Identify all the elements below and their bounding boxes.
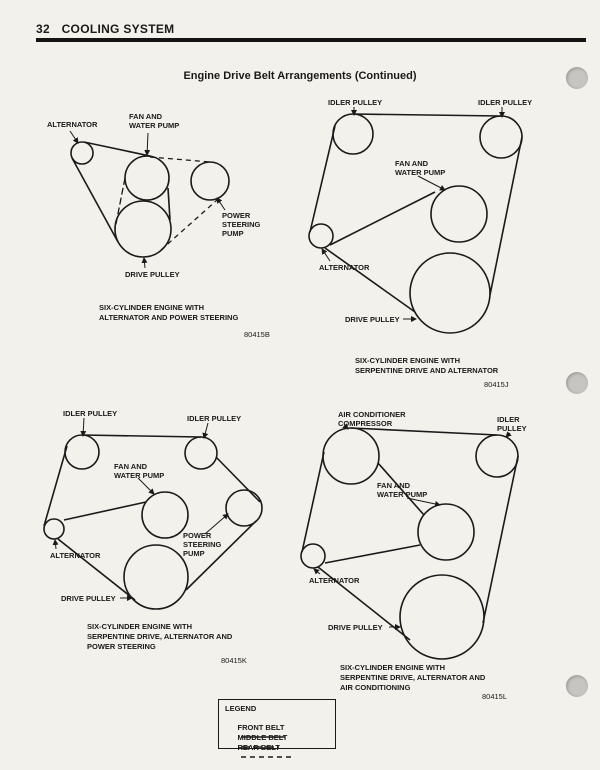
d4-idler-pulley (476, 435, 518, 477)
legend-rear-label: REAR BELT (237, 743, 280, 752)
d2-drive-pulley (410, 253, 490, 333)
d1-label-drive-pulley: DRIVE PULLEY (125, 270, 180, 279)
d1-leader-alternator (70, 131, 78, 143)
d4-belt-inner-b (325, 545, 420, 563)
legend-box (218, 699, 336, 752)
d4-belt-left (302, 452, 324, 552)
d4-label-idler: IDLER PULLEY (497, 415, 527, 433)
d4-ac-compressor-pulley (323, 428, 379, 484)
d3-label-power-steering: POWER STEERING PUMP (183, 531, 222, 558)
legend-middle-label: MIDDLE BELT (237, 733, 288, 742)
legend-title: LEGEND (225, 704, 257, 713)
d2-belt-lower (325, 248, 415, 312)
d4-label-fan-pump: FAN AND WATER PUMP (377, 481, 428, 499)
d3-belt-top (82, 435, 201, 437)
section-title: COOLING SYSTEM (61, 22, 175, 36)
d2-label-fan-pump: FAN AND WATER PUMP (395, 159, 446, 177)
d1-front-belt-left (72, 158, 118, 242)
d4-leader-idler (506, 433, 510, 437)
diagram-2-drawing (309, 114, 522, 333)
d2-fan-pump-pulley (431, 186, 487, 242)
d3-belt-left (44, 446, 67, 526)
d4-belt-right (483, 456, 518, 623)
d3-label-alternator: ALTERNATOR (50, 551, 101, 560)
d2-alternator-pulley (309, 224, 333, 248)
d3-label-fan-pump: FAN AND WATER PUMP (114, 462, 165, 480)
d2-leader-fan-pump (418, 176, 445, 190)
d3-power-steering-pulley (226, 490, 262, 526)
d3-figure-code: 80415K (221, 656, 247, 665)
legend-front-label: FRONT BELT (237, 723, 285, 732)
d4-belt-top (351, 428, 497, 435)
d3-label-idler-right: IDLER PULLEY (187, 414, 242, 423)
legend-rear-swatch (241, 754, 291, 760)
d4-drive-pulley (400, 575, 484, 659)
d1-leader-power-steering (217, 198, 225, 210)
d2-idler-right-pulley (480, 116, 522, 158)
d1-label-alternator: ALTERNATOR (47, 120, 98, 129)
d1-front-belt-top (84, 142, 150, 156)
d1-label-power-steering: POWER STEERING PUMP (222, 211, 261, 238)
d3-belt-ps-top (216, 457, 260, 502)
d1-front-belt-right (168, 188, 170, 220)
d3-fan-pump-pulley (142, 492, 188, 538)
d2-caption: SIX-CYLINDER ENGINE WITH SERPENTINE DRIVE AND ALTERNATOR (355, 356, 499, 375)
d2-belt-left (310, 126, 335, 232)
d1-caption: SIX-CYLINDER ENGINE WITH ALTERNATOR AND POWER STEERING (99, 303, 239, 322)
d4-fan-pump-pulley (418, 504, 474, 560)
d1-fan-pump-pulley (125, 156, 169, 200)
d3-label-drive-pulley: DRIVE PULLEY (61, 594, 116, 603)
d1-figure-code: 80415B (244, 330, 270, 339)
diagram-1-drawing (71, 142, 229, 257)
d2-belt-top (353, 114, 501, 116)
d3-idler-right-pulley (185, 437, 217, 469)
d4-label-alternator: ALTERNATOR (309, 576, 360, 585)
d1-middle-belt-left (115, 178, 125, 229)
d2-belt-right (490, 137, 522, 295)
d3-belt-lower (58, 539, 135, 600)
d2-label-drive-pulley: DRIVE PULLEY (345, 315, 400, 324)
d2-label-idler-right: IDLER PULLEY (478, 98, 533, 107)
d4-figure-code: 80415L (482, 692, 508, 701)
d2-idler-left-pulley (333, 114, 373, 154)
d1-rear-belt-bottom (161, 192, 226, 250)
page-title: Engine Drive Belt Arrangements (Continued) (183, 70, 417, 82)
d3-leader-alternator (55, 540, 56, 549)
d1-leader-fan-pump (147, 133, 148, 155)
d4-leader-alternator (314, 569, 320, 574)
d3-belt-inner (64, 502, 146, 520)
d4-label-drive-pulley: DRIVE PULLEY (328, 623, 383, 632)
d3-idler-left-pulley (65, 435, 99, 469)
d1-leader-drive-pulley (144, 258, 145, 268)
d4-label-ac-compressor: AIR CONDITIONER COMPRESSOR (338, 410, 406, 428)
d4-caption: SIX-CYLINDER ENGINE WITH SERPENTINE DRIVE, ALTERNATOR AND AIR CONDITIONING (340, 663, 486, 692)
d3-alternator-pulley (44, 519, 64, 539)
legend-rear (225, 734, 291, 770)
d1-label-fan-pump: FAN AND WATER PUMP (129, 112, 180, 130)
d2-belt-inner (330, 192, 435, 245)
d2-label-alternator: ALTERNATOR (319, 263, 370, 272)
d3-leader-idler-right (204, 423, 208, 438)
d2-label-idler-left: IDLER PULLEY (328, 98, 383, 107)
d3-leader-idler-left (83, 418, 84, 436)
page-number: 32 (36, 22, 50, 36)
d3-label-idler-left: IDLER PULLEY (63, 409, 118, 418)
d2-figure-code: 80415J (484, 380, 509, 389)
d3-caption: SIX-CYLINDER ENGINE WITH SERPENTINE DRIVE, ALTERNATOR AND POWER STEERING (87, 622, 233, 651)
d4-alternator-pulley (301, 544, 325, 568)
d3-leader-fan-pump (138, 478, 154, 494)
